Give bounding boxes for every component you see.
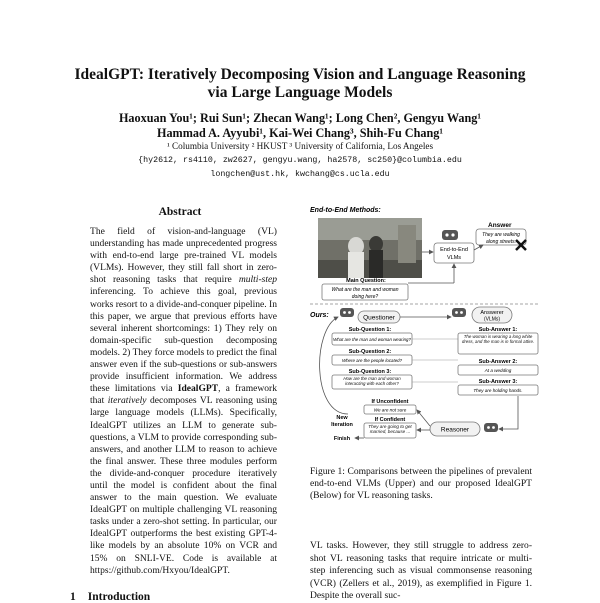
section-heading-introduction — [70, 591, 162, 603]
vlm-label-1: End-to-End — [440, 247, 468, 253]
abstract-body: The field of vision-and-language (VL) understanding has made unprecedented progress with end-to-end large pre-trained VL models (VLMs). However, they still fall short in zero-shot reasoning tasks that require multi-step inferencing. To achieve this goal, previous works resort to a divide-and-conquer pipeline. In this paper, we argue that previous efforts have several inherent shortcomings: 1) They rely on domain-specific sub-question decomposing models. 2) They force models to predict the final answer even if the sub-questions or sub-answers provide insufficient information. We address these limitations via IdealGPT, a framework that iteratively decomposes VL reasoning using large language models (LLMs). Specifically, IdealGPT utilizes an LLM to generate sub-questions, a VLM to provide corresponding sub-answers, and another LLM to reason to achieve the final answer. These three modules perform the divide-and-conquer procedure iteratively until the model is confident about the final answer to the main question. We evaluate IdealGPT on multiple challenging VL reasoning tasks under a zero-shot setting. In particular, our IdealGPT outperforms the best existing GPT-4-like models by an absolute 10% on VCR and 15% on SNLI-VE. Code is available at https://github.com/Hxyou/IdealGPT. — [90, 226, 277, 576]
sub-answer-1-text: The woman is wearing a long white dress, and the man is in formal attire. — [461, 333, 535, 344]
sub-answer-1-label: Sub-Answer 1: — [478, 327, 518, 333]
sub-question-3-text: How are the man and woman interacting with each other? — [343, 375, 401, 386]
ours-label: Ours: — [310, 312, 329, 319]
figure-1 — [308, 200, 540, 460]
unconfident-label: If Unconfident — [371, 399, 409, 405]
finish-label: Finish — [333, 436, 351, 442]
new-iteration-label-2: Iteration — [331, 422, 353, 428]
sub-question-2-label: Sub-Question 2: — [348, 349, 392, 355]
wedding-photo — [318, 218, 422, 278]
unconfident-text: We are not sure — [373, 407, 407, 413]
robot-icon — [484, 423, 498, 432]
sub-question-2-text: Where are the people located? — [341, 358, 403, 363]
email-line-1: {hy2612, rs4110, zw2627, gengyu.wang, ha2578, sc250}@columbia.edu — [138, 156, 462, 165]
answerer-label-2: (VLMs) — [483, 316, 501, 323]
new-iteration-label-1: New — [336, 415, 348, 421]
authors-line-1: Haoxuan You¹; Rui Sun¹; Zhecan Wang¹; Long Chen², Gengyu Wang¹ — [118, 111, 482, 125]
answer-label: Answer — [488, 222, 512, 229]
vlm-label-2: VLMs — [446, 255, 462, 261]
reasoner-label: Reasoner — [440, 426, 470, 434]
questioner-label: Questioner — [363, 314, 395, 322]
main-question-text-1: What are the man and woman — [331, 287, 399, 293]
section-title: Introduction — [87, 591, 151, 603]
pipeline-diagram — [308, 200, 540, 460]
title-line-2: via Large Language Models — [207, 84, 393, 101]
figure-caption: Figure 1: Comparisons between the pipelines of prevalent end-to-end VLMs (Upper) and our proposed IdealGPT (Below) for VL reasoning tasks. — [310, 466, 532, 502]
email-line-2: longchen@ust.hk, kwchang@cs.ucla.edu — [210, 170, 390, 179]
paper-title — [40, 66, 560, 102]
answerer-label-1: Answerer — [480, 310, 504, 316]
section-number: 1 — [70, 591, 76, 603]
title-line-1: IdealGPT: Iteratively Decomposing Vision and Language Reasoning — [74, 66, 526, 83]
sub-answer-3-label: Sub-Answer 3: — [478, 379, 518, 385]
sub-answer-2-label: Sub-Answer 2: — [478, 359, 518, 365]
sub-question-1-text: What are the man and woman wearing? — [333, 337, 411, 342]
robot-icon — [340, 308, 354, 317]
sub-question-1-label: Sub-Question 1: — [348, 327, 392, 333]
main-question-label: Main Question: — [346, 278, 386, 284]
authors — [40, 111, 560, 141]
affiliations: ¹ Columbia University ² HKUST ³ University of California, Los Angeles — [166, 141, 434, 151]
loop-arrow — [320, 317, 348, 414]
sub-answer-2-text: At a wedding — [484, 368, 512, 373]
authors-line-2: Hammad A. Ayyubi¹, Kai-Wei Chang³, Shih-Fu Chang¹ — [156, 126, 444, 140]
sub-answer-3-text: They are holding hands. — [473, 388, 523, 393]
sub-question-3-label: Sub-Question 3: — [348, 369, 392, 375]
body-paragraph: VL tasks. However, they still struggle to address zero-shot VL reasoning tasks that require intricate or multi-step inferencing such as visual commonsense reasoning (VCR) (Zellers et al., 2019), as exemplified in Figure 1. Despite the overall suc- — [310, 540, 532, 602]
confident-label: If Confident — [374, 417, 406, 423]
main-question-text-2: doing here? — [351, 294, 379, 300]
robot-icon — [442, 230, 458, 240]
confident-text: They are going to get married, because ... — [368, 423, 412, 435]
end-to-end-label: End-to-End Methods: — [310, 207, 381, 214]
answer-text-2: along streets. — [485, 239, 517, 245]
answer-text-1: They are walking — [482, 232, 520, 238]
abstract-heading: Abstract — [158, 206, 202, 218]
robot-icon — [452, 308, 466, 317]
